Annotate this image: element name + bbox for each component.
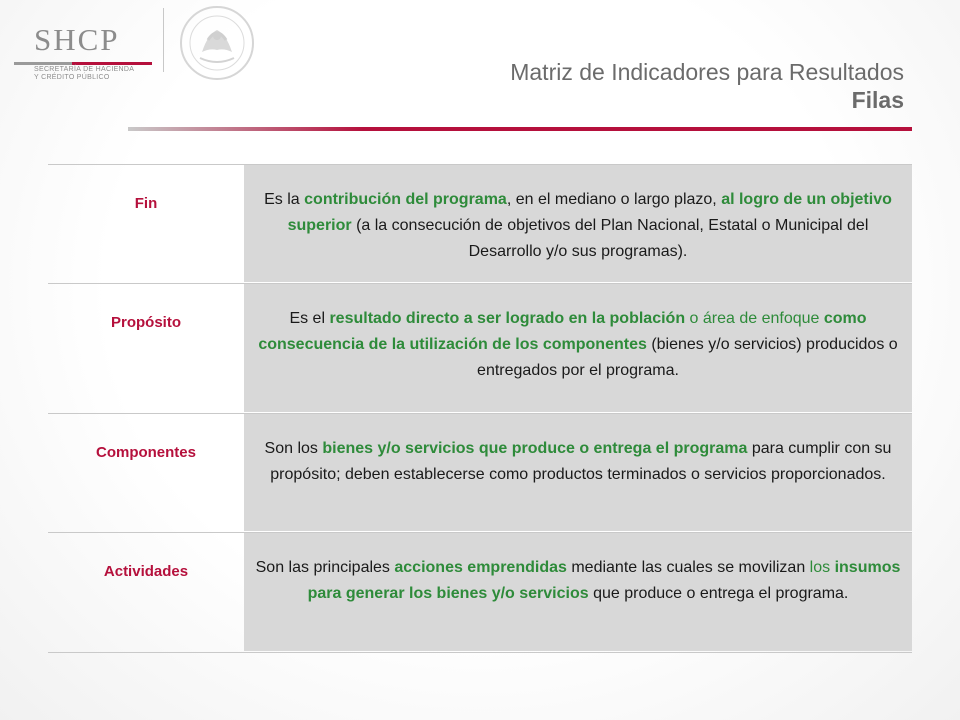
- row-desc-actividades: [244, 533, 912, 651]
- table-row-proposito: [48, 284, 912, 414]
- table-row-actividades: [48, 533, 912, 653]
- desc-text: (a la consecución de objetivos del Plan Nacional, Estatal o Municipal del Desarrollo y/o sus programas).: [351, 217, 869, 260]
- row-label-proposito: Propósito: [111, 314, 181, 331]
- slide-subtitle: Filas: [851, 87, 904, 113]
- desc-text: Es el: [289, 310, 330, 327]
- desc-highlight: al logro de un objetivo superior: [287, 191, 892, 234]
- desc-text: para cumplir con su propósito; deben establecerse como productos terminados o servicios proporcionados.: [270, 440, 892, 483]
- shcp-logo: [10, 10, 160, 80]
- desc-text: Son las principales: [255, 559, 395, 576]
- desc-highlight: bienes y/o servicios que produce o entrega el programa: [322, 440, 748, 457]
- slide-title: Matriz de Indicadores para Resultados: [510, 59, 904, 85]
- slide-title-block: [510, 58, 904, 114]
- logo-subtitle: [34, 66, 154, 82]
- table-row-fin: [48, 164, 912, 284]
- desc-highlight: como consecuencia de la utilización de los componentes: [258, 310, 867, 353]
- logo-sub-line1: SECRETARÍA DE HACIENDA: [34, 66, 135, 73]
- desc-highlight: insumos para generar los bienes y/o servicios: [307, 559, 901, 602]
- logo-text: SHCP: [34, 22, 120, 57]
- desc-highlight: acciones emprendidas: [394, 559, 567, 576]
- desc-highlight: resultado directo a ser logrado en la población: [329, 310, 686, 327]
- desc-text: Es la: [264, 191, 305, 208]
- desc-text: Son los: [264, 440, 323, 457]
- desc-text: mediante las cuales se movilizan: [566, 559, 810, 576]
- national-seal-icon: [178, 4, 256, 82]
- desc-green-text: los: [809, 559, 835, 576]
- desc-highlight: contribución del programa: [304, 191, 507, 208]
- desc-text: (bienes y/o servicios) producidos o entregados por el programa.: [477, 336, 898, 379]
- logo-sub-line2: Y CRÉDITO PÚBLICO: [34, 74, 110, 81]
- row-label-fin: Fin: [134, 195, 158, 212]
- row-desc-proposito: [244, 284, 912, 412]
- header-divider: [163, 8, 164, 72]
- row-desc-fin: [244, 165, 912, 282]
- desc-green-text: o área de enfoque: [685, 310, 824, 327]
- row-label-componentes: Componentes: [95, 444, 196, 461]
- indicator-matrix-table: [48, 164, 912, 653]
- row-desc-componentes: [244, 414, 912, 531]
- desc-text: que produce o entrega el programa.: [588, 585, 849, 602]
- table-row-componentes: [48, 414, 912, 533]
- title-underline: [128, 127, 912, 131]
- row-label-actividades: Actividades: [103, 563, 189, 580]
- logo-gray-bar: [14, 62, 72, 65]
- desc-text: , en el mediano o largo plazo,: [506, 191, 722, 208]
- logo-red-bar: [72, 62, 152, 65]
